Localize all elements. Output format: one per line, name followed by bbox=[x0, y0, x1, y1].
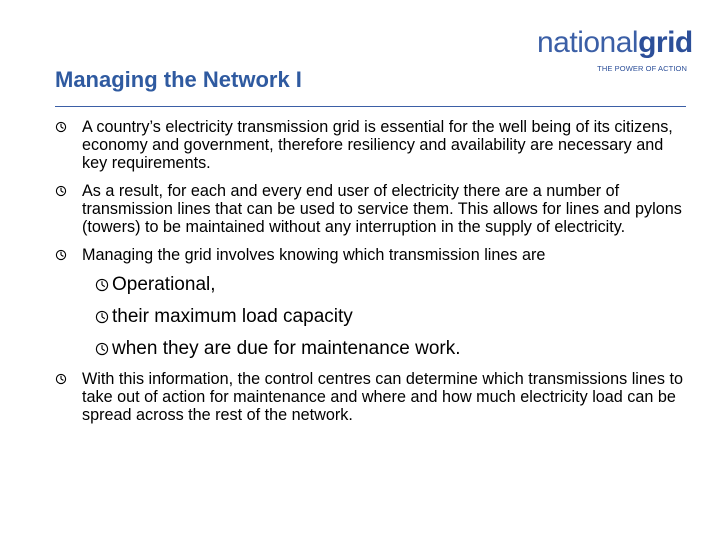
clock-bullet-icon bbox=[55, 182, 69, 200]
bullet-item bbox=[55, 182, 685, 236]
clock-bullet-icon bbox=[95, 340, 109, 358]
bullet-text: A country’s electricity transmission grid is essential for the well being of its citizens, economy and government, therefore resiliency and availability are necessary and key requirements. bbox=[82, 118, 673, 172]
clock-bullet-icon bbox=[95, 276, 109, 294]
bullet-list bbox=[55, 118, 685, 434]
bullet-item bbox=[55, 246, 685, 264]
clock-bullet-icon bbox=[55, 118, 69, 136]
national-grid-logo bbox=[537, 26, 693, 74]
sub-bullet-item bbox=[55, 306, 685, 328]
title-divider bbox=[55, 106, 686, 107]
logo-tagline: THE POWER OF ACTION bbox=[597, 64, 687, 73]
bullet-text: Managing the grid involves knowing which transmission lines are bbox=[82, 246, 546, 264]
bullet-item bbox=[55, 118, 685, 172]
clock-bullet-icon bbox=[55, 370, 69, 388]
bullet-text: As a result, for each and every end user of electricity there are a number of transmission lines that can be used to service them. This allows for lines and pylons (towers) to be maintained without any interruption in the supply of electricity. bbox=[82, 182, 682, 236]
bullet-text: With this information, the control centres can determine which transmissions lines to take out of action for maintenance and where and how much electricity load can be spread across the rest of the network. bbox=[82, 370, 683, 424]
sub-bullet-text: when they are due for maintenance work. bbox=[112, 338, 461, 359]
sub-bullet-text: their maximum load capacity bbox=[112, 306, 353, 327]
sub-bullet-list bbox=[55, 274, 685, 360]
clock-bullet-icon bbox=[55, 246, 69, 264]
sub-bullet-text: Operational, bbox=[112, 274, 216, 295]
sub-bullet-item bbox=[55, 338, 685, 360]
logo-word-bold: grid bbox=[638, 26, 693, 59]
logo-wordmark bbox=[537, 26, 693, 60]
slide-title: Managing the Network I bbox=[55, 67, 302, 92]
clock-bullet-icon bbox=[95, 308, 109, 326]
sub-bullet-item bbox=[55, 274, 685, 296]
logo-word-light: national bbox=[537, 26, 639, 59]
bullet-item bbox=[55, 370, 685, 424]
